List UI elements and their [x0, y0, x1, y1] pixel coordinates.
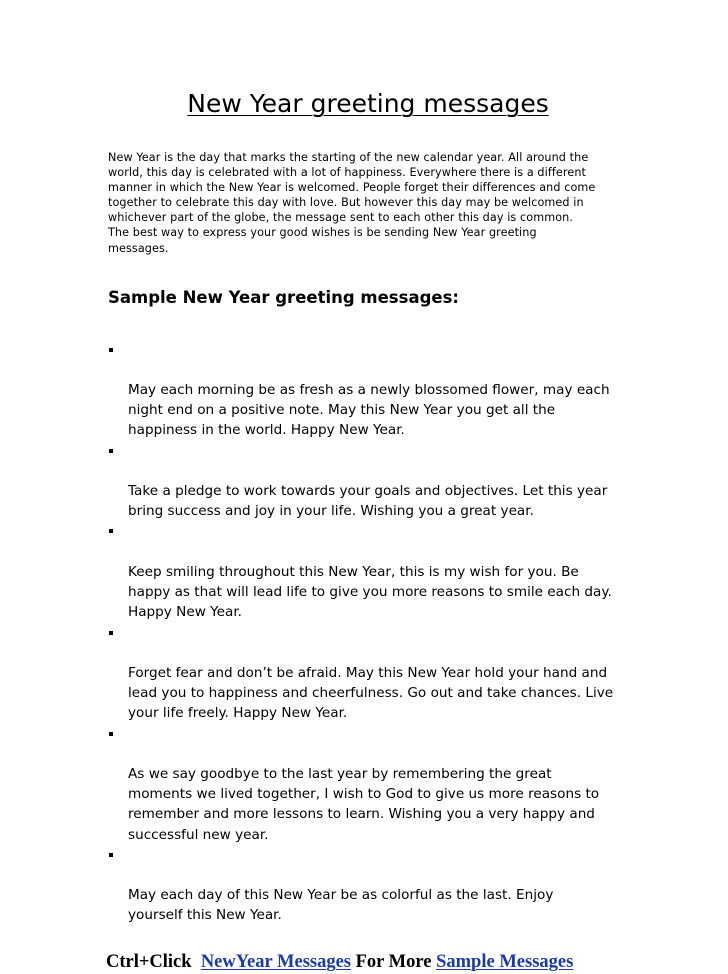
message-text: As we say goodbye to the last year by remembering the great moments we lived together, I wish to God to give us more reasons to remember and more lessons to learn. Wishing you a very happy and successful new year.: [128, 765, 600, 843]
footer-middle: For More: [351, 951, 437, 972]
section-heading: Sample New Year greeting messages:: [108, 287, 459, 307]
list-item: [108, 724, 628, 845]
footer-prefix: Ctrl+Click: [106, 951, 201, 972]
newyear-messages-link[interactable]: NewYear Messages: [200, 951, 351, 972]
document-page: [108, 88, 628, 974]
page-title-text: New Year greeting messages: [187, 89, 549, 118]
list-item: [108, 340, 628, 441]
page-title: [108, 88, 628, 120]
message-text: May each day of this New Year be as colorful as the last. Enjoy yourself this New Year.: [128, 887, 554, 924]
sample-messages-link[interactable]: Sample Messages: [436, 951, 574, 972]
message-text: Keep smiling throughout this New Year, this is my wish for you. Be happy as that will lead life to give you more reasons to smile each day. Happy New Year.: [128, 563, 612, 621]
message-text: Take a pledge to work towards your goals and objectives. Let this year bring success and joy in your life. Wishing you a great year.: [128, 483, 608, 520]
list-item: [108, 623, 628, 724]
intro-paragraph: New Year is the day that marks the starting of the new calendar year. All around the world, this day is celebrated with a lot of happiness. Everywhere there is a different manner in which the New Year is welcomed. People forget their differences and come together to celebrate this day with love. But however this day may be welcomed in whichever part of the globe, the message sent to each other this day is common. The best way to express your good wishes is be sending New Year greeting messages.: [108, 151, 596, 255]
message-text: Forget fear and don’t be afraid. May this New Year hold your hand and lead you to happiness and cheerfulness. Go out and take chances. Live your life freely. Happy New Year.: [128, 664, 614, 722]
messages-list: [108, 340, 628, 926]
list-item: [108, 521, 628, 622]
list-item: [108, 845, 628, 926]
message-text: May each morning be as fresh as a newly blossomed flower, may each night end on a positive note. May this New Year you get all the happiness in the world. Happy New Year.: [128, 382, 610, 439]
list-item: [108, 441, 628, 522]
footer-line: [106, 950, 628, 974]
